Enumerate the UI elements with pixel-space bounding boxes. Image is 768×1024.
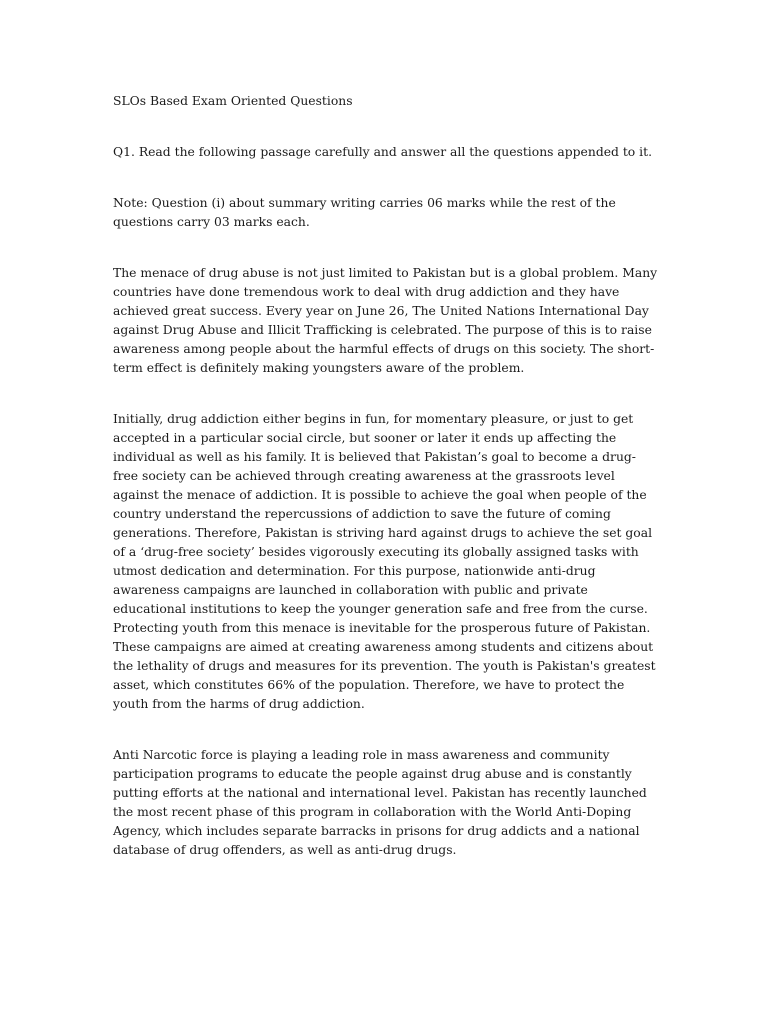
marks-note: Note: Question (i) about summary writing carries 06 marks while the rest of the questions carry 03 marks each. [113,196,616,229]
question-instruction: Q1. Read the following passage carefully and answer all the questions appended to it. [113,145,652,159]
passage-paragraph-3: Anti Narcotic force is playing a leading role in mass awareness and community participation programs to educate the people against drug abuse and is constantly putting efforts at the national and international level. Pakistan has recently launched the most recent phase of this program in collaboration with the World Anti-Doping Agency, which includes separate barracks in prisons for drug addicts and a national database of drug offenders, as well as anti-drug drugs. [113,748,647,857]
document-page [113,92,658,860]
passage-paragraph-1: The menace of drug abuse is not just limited to Pakistan but is a global problem. Many countries have done tremendous work to deal with drug addiction and they have achieved great success. Every year on June 26, The United Nations International Day against Drug Abuse and Illicit Trafficking is celebrated. The purpose of this is to raise awareness among people about the harmful effects of drugs on this society. The short-term effect is definitely making youngsters aware of the problem. [113,266,658,375]
passage-paragraph-2: Initially, drug addiction either begins in fun, for momentary pleasure, or just to get accepted in a particular social circle, but sooner or later it ends up affecting the individual as well as his family. It is believed that Pakistan’s goal to become a drug-free society can be achieved through creating awareness at the grassroots level against the menace of addiction. It is possible to achieve the goal when people of the country understand the repercussions of addiction to save the future of coming generations. Therefore, Pakistan is striving hard against drugs to achieve the set goal of a ‘drug-free society’ besides vigorously executing its globally assigned tasks with utmost dedication and determination. For this purpose, nationwide anti-drug awareness campaigns are launched in collaboration with public and private educational institutions to keep the younger generation safe and free from the curse. Protecting youth from this menace is inevitable for the prosperous future of Pakistan. These campaigns are aimed at creating awareness among students and citizens about the lethality of drugs and measures for its prevention. The youth is Pakistan's greatest asset, which constitutes 66% of the population. Therefore, we have to protect the youth from the harms of drug addiction. [113,412,656,711]
document-title: SLOs Based Exam Oriented Questions [113,94,353,108]
